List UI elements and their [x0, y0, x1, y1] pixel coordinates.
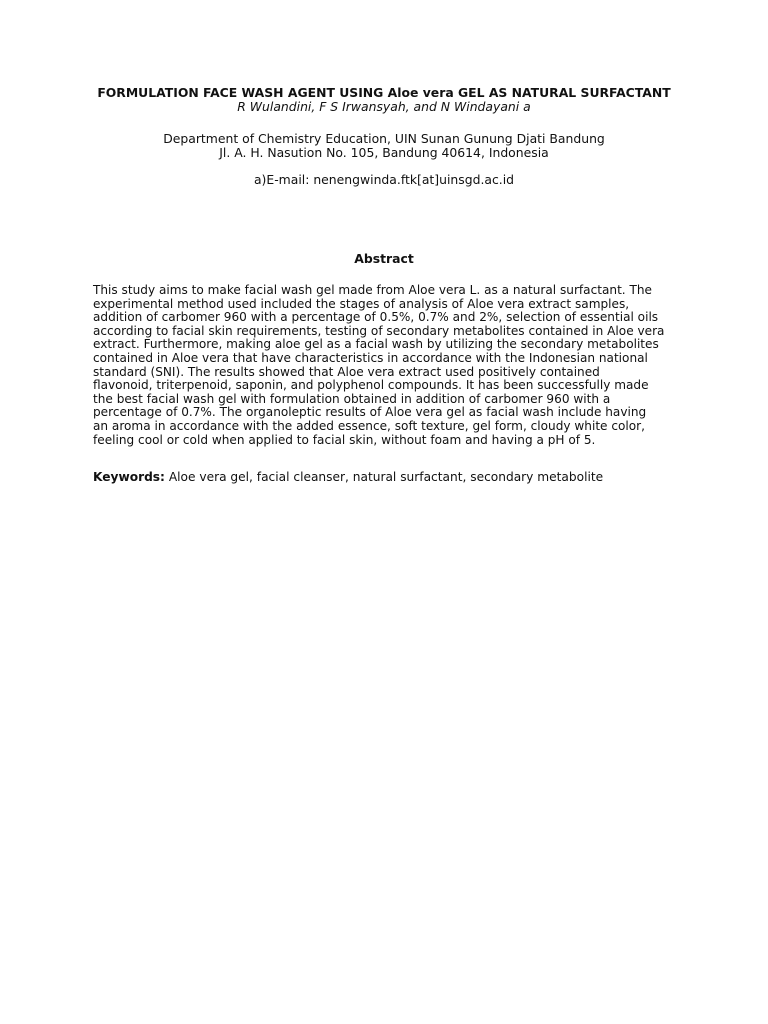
abstract-heading: Abstract: [354, 251, 414, 266]
abstract-line: percentage of 0.7%. The organoleptic results of Aloe vera gel as facial wash include having: [93, 405, 647, 420]
affiliation-line-2: Jl. A. H. Nasution No. 105, Bandung 40614, Indonesia: [219, 145, 549, 160]
abstract-line: standard (SNI). The results showed that Aloe vera extract used positively contained: [93, 364, 600, 379]
abstract-line: extract. Furthermore, making aloe gel as a facial wash by utilizing the secondary metabolites: [93, 337, 659, 352]
paper-title: FORMULATION FACE WASH AGENT USING Aloe vera GEL AS NATURAL SURFACTANT: [97, 85, 671, 100]
abstract-line: This study aims to make facial wash gel made from Aloe vera L. as a natural surfactant. The: [93, 283, 652, 297]
keywords: [93, 470, 683, 484]
abstract-line: flavonoid, triterpenoid, saponin, and polyphenol compounds. It has been successfully made: [93, 378, 649, 393]
author-email: a)E-mail: nenengwinda.ftk[at]uinsgd.ac.id: [253, 172, 515, 187]
paper-header: [80, 86, 688, 187]
abstract-line: an aroma in accordance with the added essence, soft texture, gel form, cloudy white color,: [93, 418, 645, 433]
abstract-line: according to facial skin requirements, testing of secondary metabolites contained in Aloe vera: [93, 323, 665, 338]
paper-authors: R Wulandini, F S Irwansyah, and N Windayani a: [237, 99, 531, 114]
keywords-text: Aloe vera gel, facial cleanser, natural surfactant, secondary metabolite: [168, 470, 604, 484]
keywords-label: Keywords:: [93, 470, 165, 484]
abstract-line: contained in Aloe vera that have characteristics in accordance with the Indonesian national: [93, 350, 648, 365]
abstract-line: feeling cool or cold when applied to facial skin, without foam and having a pH of 5.: [93, 432, 596, 447]
affiliation-line-1: Department of Chemistry Education, UIN Sunan Gunung Djati Bandung: [163, 131, 605, 146]
abstract-body: [93, 284, 683, 447]
abstract-line: the best facial wash gel with formulation obtained in addition of carbomer 960 with a: [93, 391, 611, 406]
abstract-line: addition of carbomer 960 with a percentage of 0.5%, 0.7% and 2%, selection of essential oils: [93, 310, 659, 325]
abstract-line: experimental method used included the stages of analysis of Aloe vera extract samples,: [93, 296, 630, 311]
